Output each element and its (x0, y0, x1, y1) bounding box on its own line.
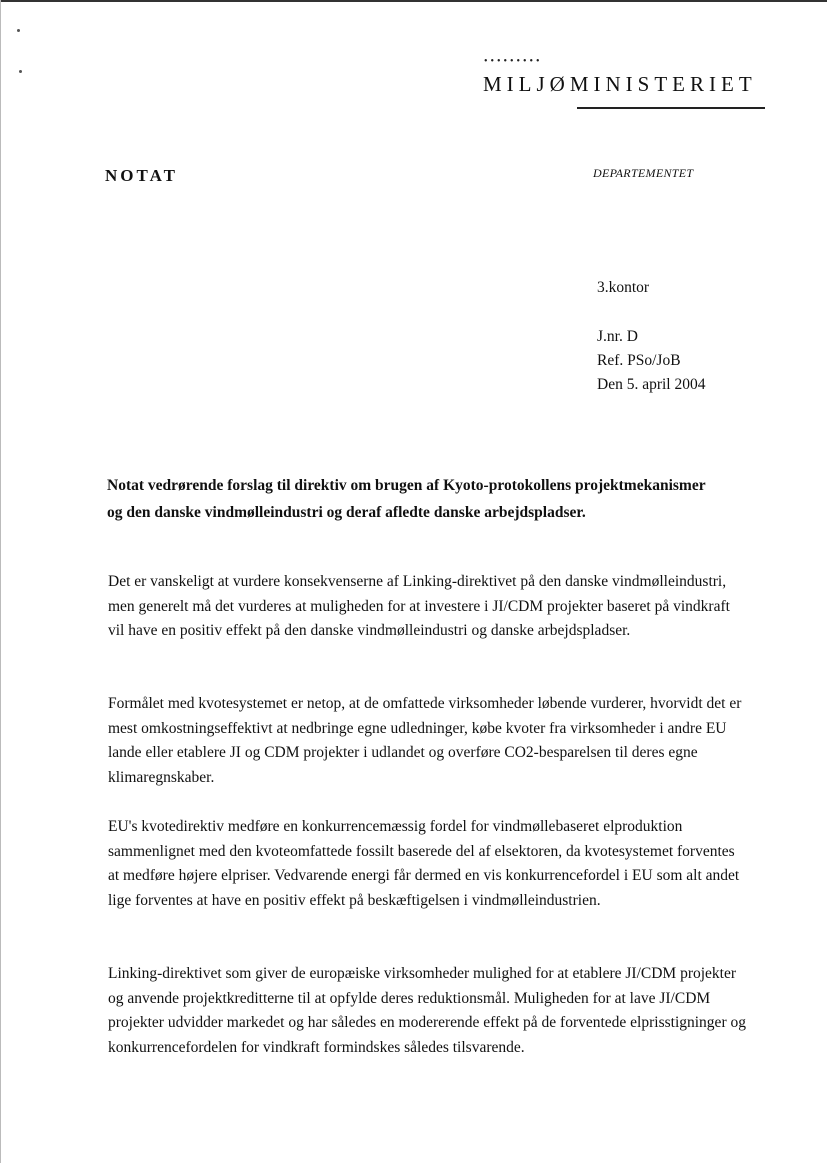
department-label: DEPARTEMENTET (593, 166, 694, 180)
document-type: NOTAT (105, 166, 178, 185)
journal-number: J.nr. D (597, 328, 638, 345)
document-date: Den 5. april 2004 (597, 376, 706, 393)
paragraph-3: EU's kvotedirektiv medføre en konkurrencemæssig fordel for vindmøllebaseret elproduktion sammenlignet med den kvoteomfattede fossilt baserede del af elsektoren, da kvotesystemet forventes at medføre højere elpriser. Vedvarende energi får dermed en vis konkurrencefordel i EU som alt andet lige forventes at have en positiv effekt på beskæftigelsen i vindmølleindustrien. (108, 818, 740, 909)
document-heading: Notat vedrørende forslag til direktiv om brugen af Kyoto-protokollens projektmekanismer og den danske vindmølleindustri og deraf afledte danske arbejdspladser. (107, 477, 706, 521)
logo-underline (577, 107, 765, 109)
logo-dots: ••••••••• (484, 56, 543, 67)
paragraph-2: Formålet med kvotesystemet er netop, at de omfattede virksomheder løbende vurderer, hvorvidt det er mest omkostningseffektivt at nedbringe egne udledninger, købe kvoter fra virksomheder i andre EU lande eller etablere JI og CDM projekter i udlandet og overføre CO2-besparelsen til deres egne klimaregnskaber. (108, 695, 742, 786)
paragraph-4: Linking-direktivet som giver de europæiske virksomheder mulighed for at etablere JI/CDM projekter og anvende projektkreditterne til at opfylde deres reduktionsmål. Muligheden for at lave JI/CDM projekter udvidder markedet og har således en modererende effekt på de forventede elprisstigninger og konkurrencefordelen for vindkraft formindskes således tilsvarende. (108, 965, 746, 1056)
office-label: 3.kontor (597, 279, 650, 296)
scan-left-edge (0, 0, 1, 1163)
scan-speck (17, 29, 20, 32)
paragraph-1: Det er vanskeligt at vurdere konsekvenserne af Linking-direktivet på den danske vindmølleindustri, men generelt må det vurderes at muligheden for at investere i JI/CDM projekter baseret på vindkraft vil have en positiv effekt på den danske vindmølleindustri og danske arbejdspladser. (108, 573, 730, 639)
scan-speck (19, 70, 22, 73)
reference: Ref. PSo/JoB (597, 352, 681, 369)
scan-top-edge (0, 0, 827, 2)
ministry-logo: MILJØMINISTERIET (483, 72, 757, 96)
